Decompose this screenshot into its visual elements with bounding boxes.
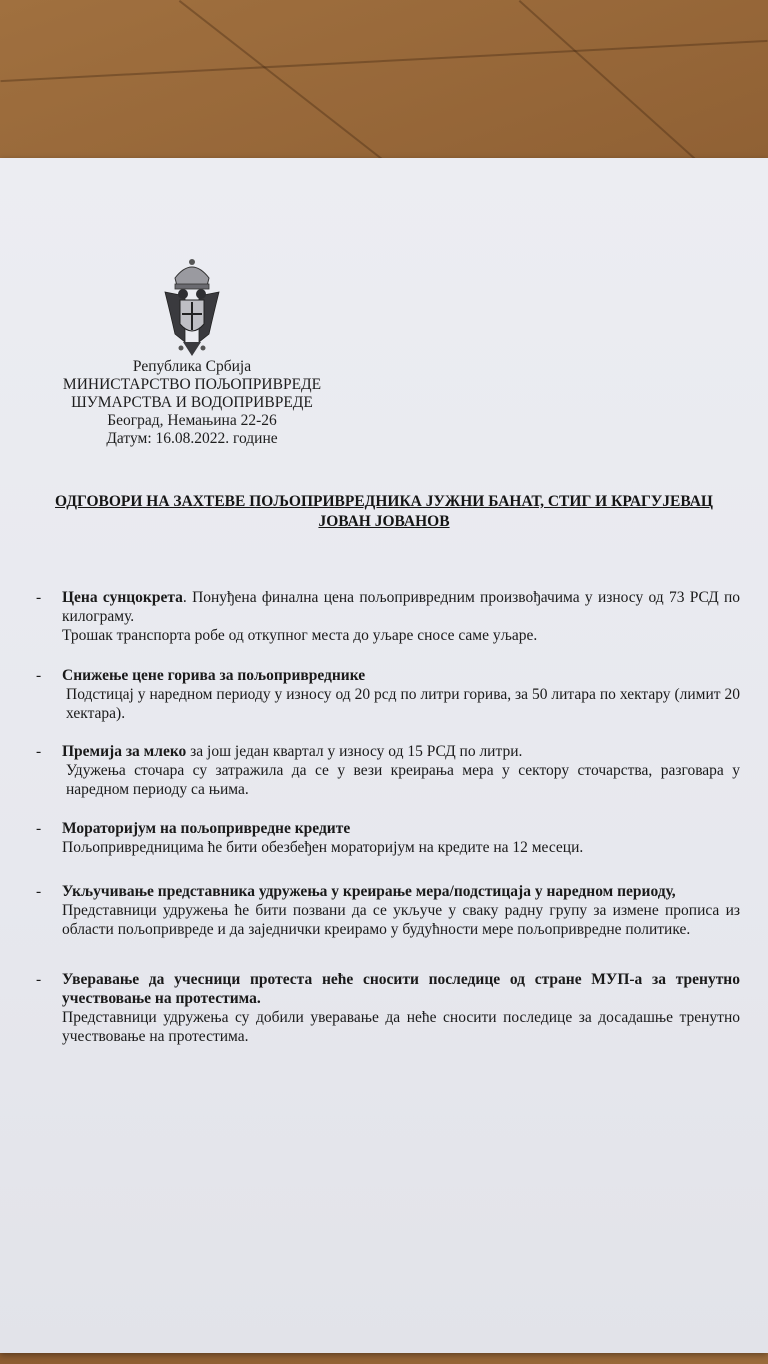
item-text: Трошак транспорта робе од откупног места до уљаре сносе саме уљаре.: [62, 627, 538, 644]
document-title: [14, 492, 754, 532]
header-ministry: МИНИСТАРСТВО ПОЉОПРИВРЕДЕ: [62, 376, 322, 393]
ministry-header: [50, 358, 334, 448]
header-ministry-cont: ШУМАРСТВА И ВОДОПРИВРЕДЕ: [71, 394, 313, 411]
item-text: Представници удружења ће бити позвани да се укључе у сваку радну групу за измене прописа из области пољопривреде и да заједнички креирамо у будућности мере пољопривредне политике.: [62, 902, 740, 938]
bullet-dash: -: [36, 743, 42, 760]
wood-grain-line: [519, 0, 714, 175]
item-heading: Снижење цене горива за пољопривреднике: [62, 667, 366, 684]
title-line-2: ЈОВАН ЈОВАНОВ: [318, 513, 450, 530]
item-heading: Премија за млеко: [62, 743, 187, 760]
item-heading: Уверавање да учесници протеста неће сносити последице од стране МУП-а за тренутно учествовање на протестима.: [62, 971, 740, 1007]
bullet-dash: -: [36, 820, 42, 837]
item-heading-rest: за још један квартал у износу од 15 РСД по литри.: [186, 743, 523, 760]
item-heading: Укључивање представника удружења у креирање мера/подстицаја у наредном периоду,: [62, 883, 676, 900]
wood-grain-line: [0, 40, 767, 82]
item-heading: Цена сунцокрета: [62, 589, 183, 606]
header-date: Датум: 16.08.2022. године: [106, 430, 278, 447]
item-heading: Мораторијум на пољопривредне кредите: [62, 820, 351, 837]
title-line-1: ОДГОВОРИ НА ЗАХТЕВЕ ПОЉОПРИВРЕДНИКА ЈУЖНИ БАНАТ, СТИГ И КРАГУЈЕВАЦ: [55, 493, 713, 510]
wood-grain-line: [179, 0, 385, 162]
item-text: Удужења сточара су затражила да се у вези креирања мера у сектору сточарства, разговара у наредном периоду са њима.: [66, 762, 740, 798]
item-text: Пољопривредницима ће бити обезбеђен мораторијум на кредите на 12 месеци.: [62, 839, 584, 856]
header-address: Београд, Немањина 22-26: [107, 412, 277, 429]
coat-of-arms-icon: [161, 256, 223, 358]
item-text: Подстицај у наредном периоду у износу од 20 рсд по литри горива, за 50 литара по хектару (лимит 20 хектара).: [66, 686, 740, 722]
header-country: Република Србија: [132, 358, 252, 375]
item-heading-rest: . Понуђена финална цена пољопривредним произвођачима у износу од 73 РСД по килограму.: [62, 589, 741, 625]
item-text: Представници удружења су добили уверавање да неће сносити последице за досадашње тренутно учествовање на протестима.: [62, 1009, 740, 1045]
bullet-dash: -: [36, 971, 42, 988]
bullet-dash: -: [36, 667, 42, 684]
document-page: [0, 158, 768, 1353]
bullet-dash: -: [36, 589, 42, 606]
bullet-dash: -: [36, 883, 42, 900]
